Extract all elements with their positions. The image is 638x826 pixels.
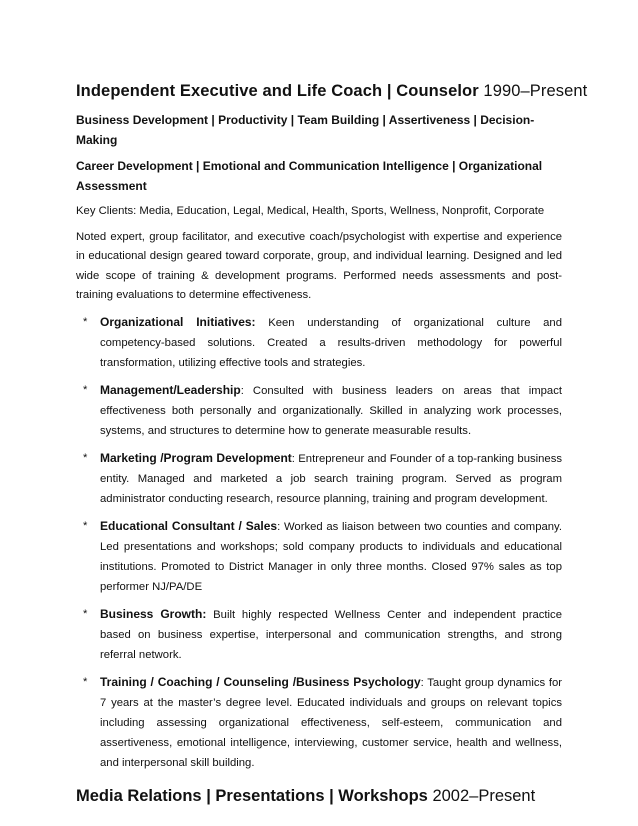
bullet-item	[76, 604, 562, 665]
bullet-text: : Consulted with business leaders on areas that impact effectiveness both personally and organizationally. Skilled in analyzing work processes, systems, and structures to determine how to generate measurable results.	[100, 384, 562, 437]
bullet-item	[76, 516, 562, 597]
bullet-star: *	[83, 451, 88, 464]
bullet-text: : Worked as liaison between two counties and company. Led presentations and workshops; sold company products to individuals and educational institutions. Promoted to District Manager in only three months. Closed 97% sales as top performer NJ/PA/DE	[100, 520, 562, 593]
job-heading	[76, 82, 588, 101]
bullet-text: Built highly respected Wellness Center and independent practice based on business expertise, interpersonal and communication strengths, and strong referral network.	[100, 608, 562, 661]
job-title: Independent Executive and Life Coach | Counselor	[76, 82, 479, 100]
section-years: 2002–Present	[432, 786, 536, 805]
bullet-label: Training / Coaching / Counseling /Business Psychology	[100, 674, 421, 689]
bullet-star: *	[83, 383, 88, 396]
bullet-label: Marketing /Program Development	[100, 450, 292, 465]
bullet-item	[76, 672, 562, 773]
resume-page	[76, 82, 588, 806]
bullet-label: Business Growth:	[100, 606, 207, 621]
bullet-text: : Entrepreneur and Founder of a top-ranking business entity. Managed and marketed a job search training program. Served as program administrator conducting research, resource planning, training and program development.	[100, 452, 562, 505]
bullet-star: *	[83, 519, 88, 532]
bullet-star: *	[83, 607, 88, 620]
bullet-item	[76, 380, 562, 441]
bullet-item	[76, 448, 562, 509]
section-heading	[76, 787, 562, 806]
bullet-star: *	[83, 675, 88, 688]
bullet-label: Educational Consultant / Sales	[100, 518, 278, 533]
bullet-text: Keen understanding of organizational culture and competency-based solutions. Created a results-driven methodology for powerful transformation, utilizing effective tools and strategies.	[100, 316, 562, 369]
bullet-text: : Taught group dynamics for 7 years at the master’s degree level. Educated individuals and groups on relevant topics including assessing organizational effectiveness, self-esteem, communication and assertiveness, emotional intelligence, interviewing, customer service, health and wellness, and interpersonal skill building.	[100, 676, 563, 769]
skills-subheading-2: Career Development | Emotional and Communication Intelligence | Organizational Assessment	[76, 159, 543, 193]
bullet-label: Organizational Initiatives:	[100, 314, 256, 329]
bullet-item	[76, 312, 562, 373]
job-years: 1990–Present	[483, 82, 588, 100]
skills-subheading-1: Business Development | Productivity | Team Building | Assertiveness | Decision-Making	[76, 113, 535, 147]
bullet-label: Management/Leadership	[100, 382, 241, 397]
section-title: Media Relations | Presentations | Workshops	[76, 786, 428, 805]
key-clients: Key Clients: Media, Education, Legal, Medical, Health, Sports, Wellness, Nonprofit, Corporate	[76, 205, 545, 217]
bullet-star: *	[83, 315, 88, 328]
summary-paragraph: Noted expert, group facilitator, and executive coach/psychologist with expertise and experience in educational design geared toward corporate, group, and individual learning. Designed and led wide scope of training & development programs. Performed needs assessments and post-training evaluations to determine effectiveness.	[76, 230, 562, 301]
